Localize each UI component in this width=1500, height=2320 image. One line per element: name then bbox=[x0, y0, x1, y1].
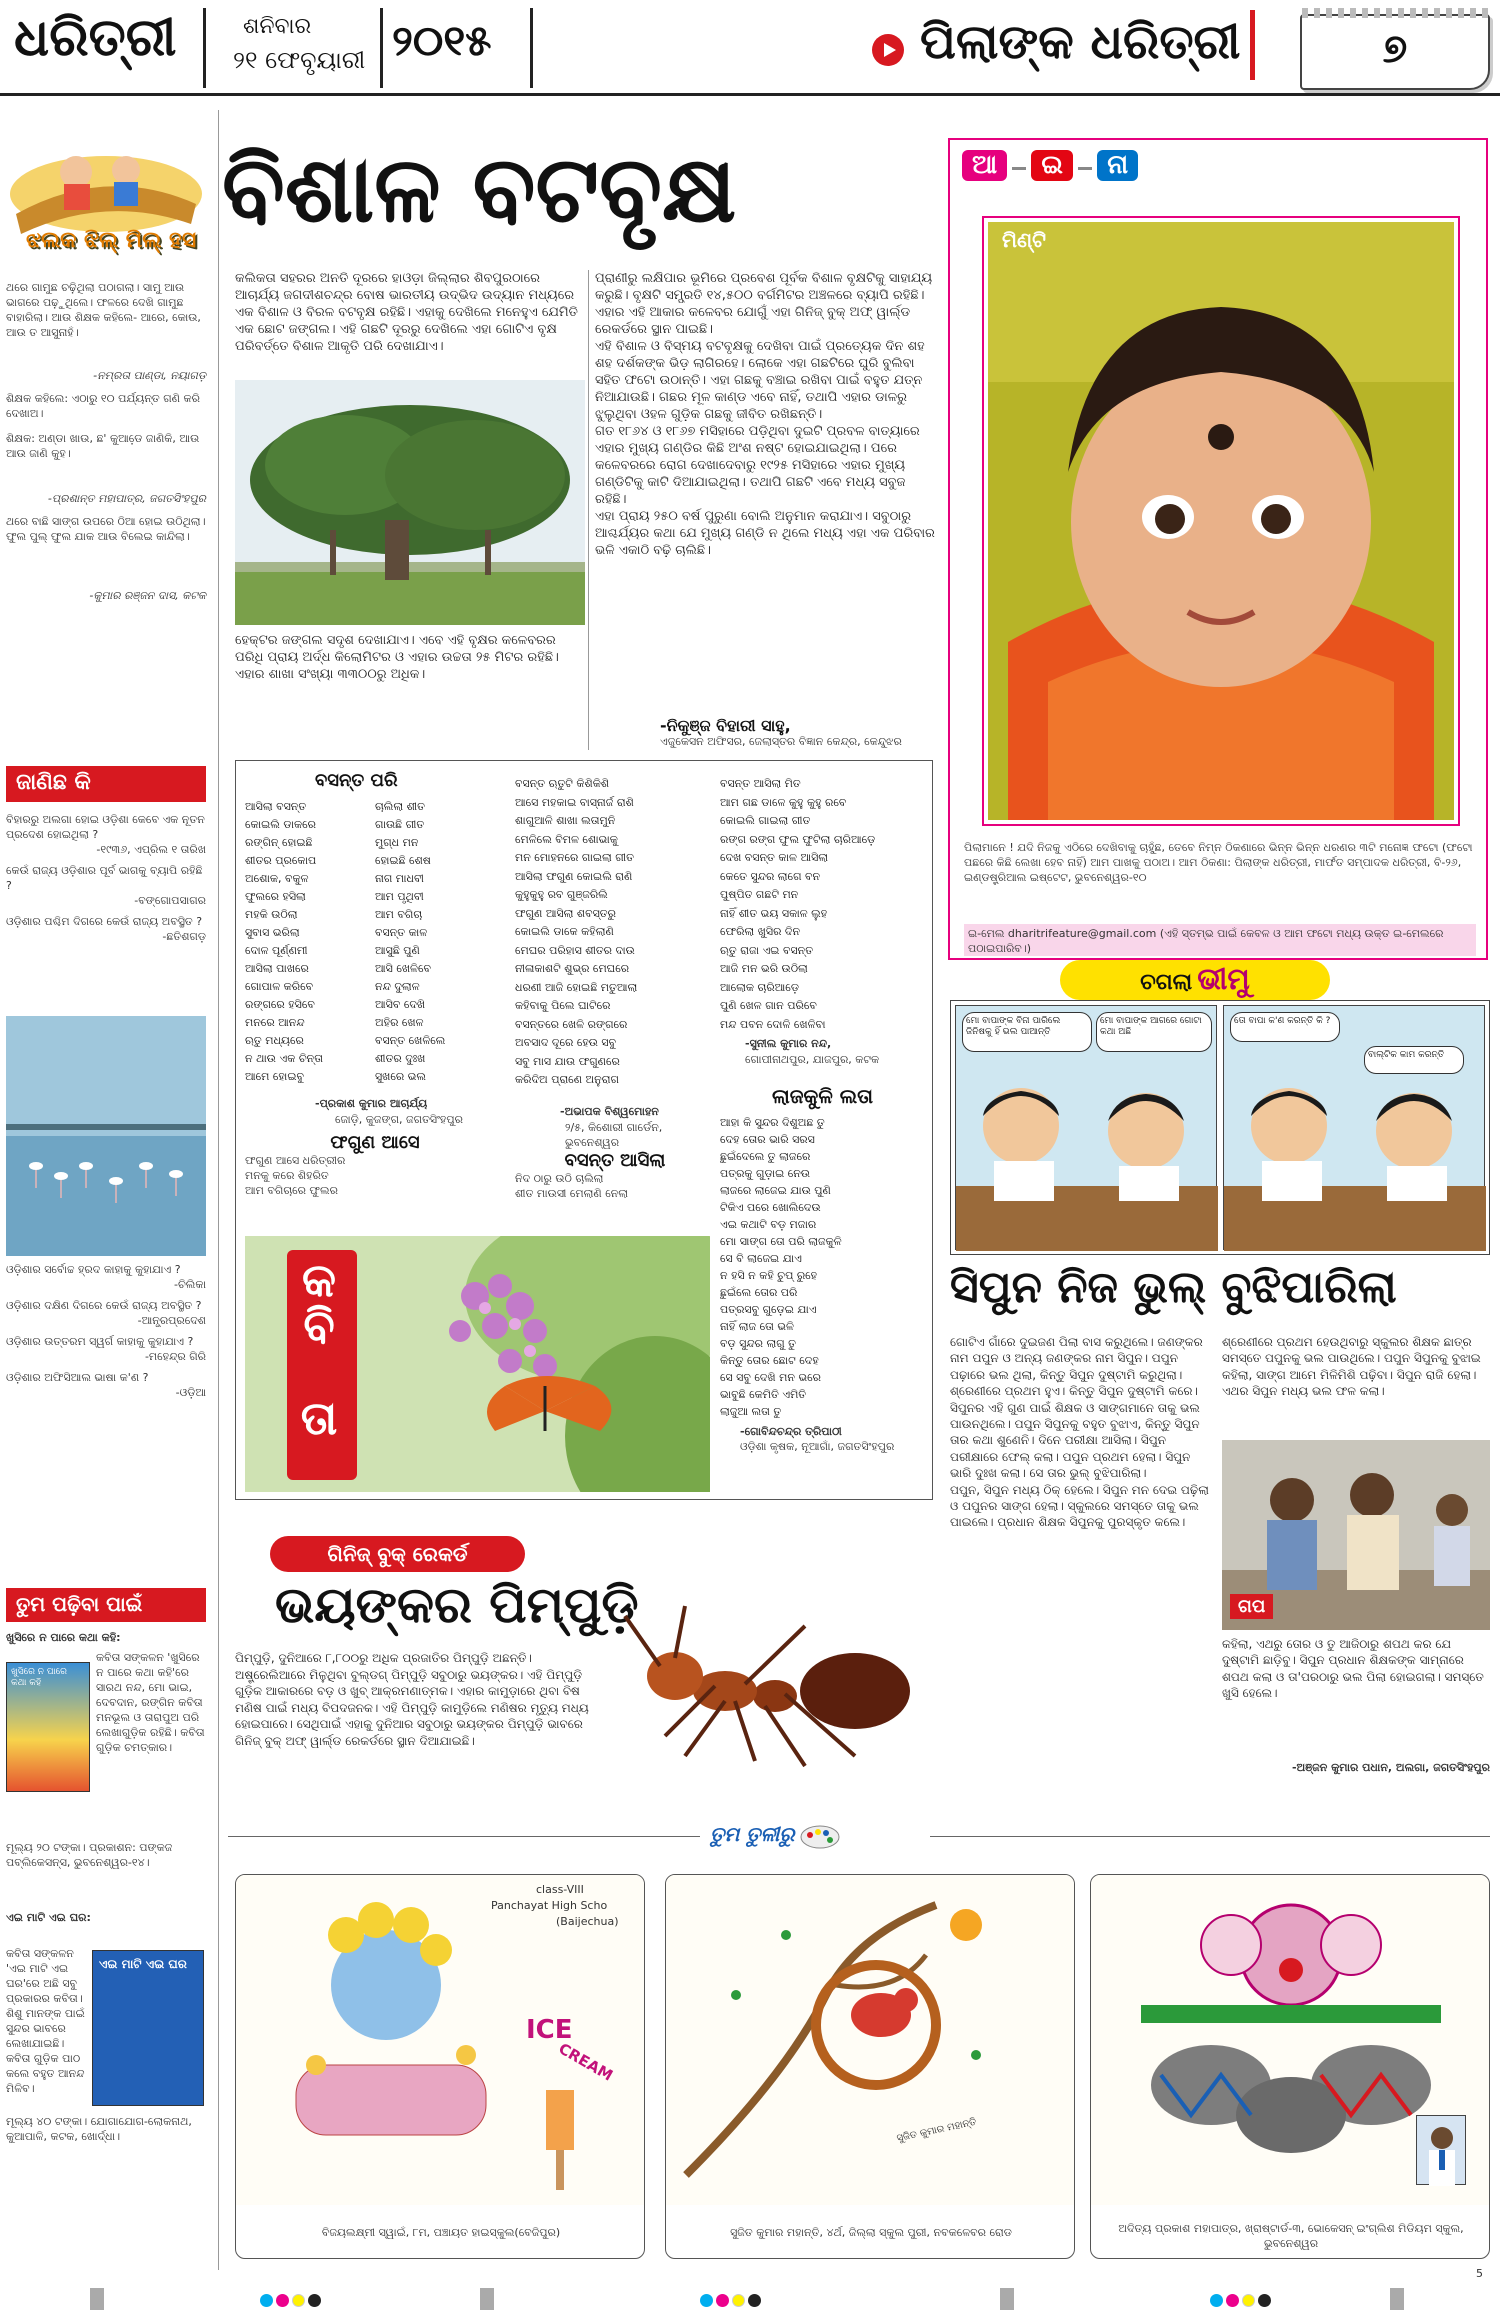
speech-text: ମୋ ବାପାଙ୍କ ବିନା ପାରିଲେ ଜିନିଷକୁ ହିଁ ଭଲ ପାଆନ୍ତି bbox=[966, 1016, 1061, 1037]
poem-line: ଫୁଲରେ ହସିଲା bbox=[245, 890, 306, 903]
poem-line: ମୁଗ୍ଧ ମନ bbox=[375, 836, 419, 849]
poem-line: ସେ ସବୁ ଦେଖି ମନ ଭରେ bbox=[720, 1371, 821, 1384]
joke-3: ଶିକ୍ଷକ: ଅଣ୍ଡା ଖାଉ, ଛ' କୁଆଡେ଼ ଜାଣିକି, ଆଉ ଆଉ ଜାଣି କୁହ। bbox=[6, 432, 200, 460]
poem-line: ଧରଣୀ ଆଜି ହୋଇଛି ମତୁଆଲା bbox=[515, 980, 638, 994]
poem-line: ଆମ ଗଛ ଡାଳେ କୁହୁ କୁହୁ ରବେ bbox=[720, 795, 847, 809]
joke-2: ଶିକ୍ଷକ କହିଲେ: ଏଠାରୁ ୧୦ ପର୍ଯ୍ୟନ୍ତ ଗଣି କରି ଦେଖାଅ। bbox=[6, 392, 200, 420]
lead-col1b: ହେକ୍ଟର ଜଙ୍ଗଲ ସଦୃଶ ଦେଖାଯାଏ। ଏବେ ଏହି ବୃକ୍ଷର କଳେବରର ପରିଧି ପ୍ରାୟ ଅର୍ଦ୍ଧ କିଲୋମିଟର ଓ ଏହାର ଉଚ୍ଚତା ୨୫ ମିଟର ରହିଛି। ଏହାର ଶାଖା ସଂଖ୍ୟା ୩୩୦୦ରୁ ଅଧିକ। bbox=[235, 633, 559, 682]
page-number: ୭ bbox=[1382, 26, 1408, 72]
poem-line: କୋଇଲି ଡାକରେ bbox=[245, 818, 317, 831]
speech-text: ବାଲ୍ଟିକ କାମ କରନ୍ତି bbox=[1368, 1050, 1445, 1060]
aina-label-na: ନା bbox=[1097, 150, 1138, 181]
reading-heading-box bbox=[6, 1588, 206, 1622]
poem-line: ଆଲୋକ ଚାରିଆଡ଼େ bbox=[720, 980, 799, 994]
quiz-answer: -ମହେନ୍ଦ୍ର ଗିରି bbox=[144, 1350, 206, 1363]
child-name: ମିଣ୍ଟି bbox=[1002, 228, 1046, 252]
poem-line: ରଙ୍ଗିନ୍ ହୋଇଛି bbox=[245, 836, 313, 849]
aina-panel bbox=[948, 138, 1488, 960]
child-photo-frame bbox=[982, 216, 1460, 826]
poem-line: କିନ୍ତୁ ତୋର ଛୋଟ ଦେହ bbox=[720, 1354, 819, 1367]
poem-line: ମେଘର ପରିହାସ ଶୀତର ଦାଉ bbox=[515, 943, 635, 957]
drawing-2 bbox=[665, 1874, 1075, 2259]
speech-bubble bbox=[962, 1012, 1092, 1052]
poem-line: ସୁବାସ ଭରିଲା bbox=[245, 926, 300, 939]
lead-col2: ପ୍ରାଣୀରୁ ଲକ୍ଷିପାର ଭୂମିରେ ପ୍ରବେଶ ପୂର୍ବକ ବିଶାଳ ବୃକ୍ଷଟିକୁ ସାହାଯ୍ୟ କରୁଛି। ବୃକ୍ଷଟି ସମ୍ପ୍ରତି ୧୪,୫୦୦ ବର୍ଗମିଟର ଅଞ୍ଚଳରେ ବ୍ୟାପି ରହିଛି। ଏହାର ଏହି ଆକାର କଳେବର ଯୋଗୁଁ ଏହା ଗିନିଜ୍ ବୁକ୍ ଅଫ୍ ୱାର୍ଲ୍ଡ ରେକର୍ଡରେ ସ୍ଥାନ ପାଇଛି। ଏହି ବିଶାଳ ଓ ବିସ୍ମୟ ବଟବୃକ୍ଷକୁ ଦେଖିବା ପାଇଁ ପ୍ରତ୍ୟେକ ଦିନ ଶହ ଶହ ଦର୍ଶକଙ୍କ ଭିଡ଼ ଲାଗିରହେ। ଲୋକେ ଏହା ଗଛଟିରେ ଘୁରି ବୁଲିବା ସହିତ ଫଟୋ ଉଠାନ୍ତି। ଏହା ଗଛକୁ ବଞ୍ଚାଇ ରଖିବା ପାଇଁ ବହୁତ ଯତ୍ନ ନିଆଯାଉଛି। ଗଛର ମୂଳ କାଣ୍ଡ ଏବେ ନାହିଁ, ତଥାପି ଏହାର ଡାଳରୁ ଝୁଲୁଥିବା ଓହଳ ଗୁଡ଼ିକ ଗଛକୁ ଜୀବିତ ରଖିଛନ୍ତି। ଗତ ୧୮୬୪ ଓ ୧୮୬୭ ମସିହାରେ ପଡ଼ିଥିବା ଦୁଇଟି ପ୍ରବଳ ବାତ୍ୟାରେ ଏହାର ମୁଖ୍ୟ ଗଣ୍ଡିର କିଛି ଅଂଶ ନଷ୍ଟ ହୋଇଯାଇଥିଲା। ପରେ କଳେବରରେ ରୋଗ ଦେଖାଦେବାରୁ ୧୯୨୫ ମସିହାରେ ଏହାର ମୁଖ୍ୟ ଗଣ୍ଡିଟିକୁ କାଟି ଦିଆଯାଇଥିଲା। ତଥାପି ଗଛଟି ଏବେ ମଧ୍ୟ ସବୁଜ ରହିଛି। ଏହା ପ୍ରାୟ ୨୫୦ ବର୍ଷ ପୁରୁଣା ବୋଲି ଅନୁମାନ କରାଯାଏ। ସବୁଠାରୁ ଆଶ୍ଚର୍ଯ୍ୟର କଥା ଯେ ମୁଖ୍ୟ ଗଣ୍ଡି ନ ଥିଲେ ମଧ୍ୟ ଏହା ଏକ ପରିବାର ଭଳି ଏକାଠି ବଢ଼ି ଚାଲିଛି। bbox=[595, 271, 935, 558]
quiz-answer: -ଆନ୍ଧ୍ରପ୍ରଦେଶ bbox=[137, 1314, 206, 1327]
comic-panel-2 bbox=[1223, 1005, 1485, 1250]
speech-text: ମୋ ବାପାଙ୍କ ଆଗରେ ଗୋଟା କଥା ଅଛି bbox=[1100, 1016, 1202, 1037]
poem-line: କୁହୁକୁହୁ ରବ ଗୁଞ୍ଜରିଲି bbox=[515, 888, 608, 901]
poem-line: ଗାଉଛି ଗୀତ bbox=[375, 818, 425, 831]
poem-line: ଦେଖ ବସନ୍ତ କାଳ ଆସିଲା bbox=[720, 851, 829, 864]
aina-label-a: ଆ bbox=[962, 150, 1007, 181]
poem-line: ବସନ୍ତ ଖେଳିଲେ bbox=[375, 1034, 446, 1047]
poem-line: ଋତୁ ମଧ୍ୟରେ bbox=[245, 1034, 304, 1047]
drawing-text: (Baijechua) bbox=[556, 1915, 619, 1928]
quiz-block-1 bbox=[6, 812, 206, 1012]
quiz-question: ଓଡ଼ିଶାର ଉତ୍ତରମ ସ୍ୱର୍ଗ କାହାକୁ କୁହାଯାଏ ? bbox=[6, 1335, 194, 1348]
poem-line: ଅବସାଦ ଦୂରେ ହେଉ ସବୁ bbox=[515, 1036, 617, 1049]
book1-price: ମୂଲ୍ୟ ୨୦ ଟଙ୍କା। ପ୍ରକାଶନ: ପଙ୍କଜ ପବ୍ଲିକେସନ୍ସ, ଭୁବନେଶ୍ୱର-୧୪। bbox=[6, 1841, 173, 1869]
poem-line: ପତ୍ରକୁ ଗୁଡ଼ାଇ ନେଉ bbox=[720, 1167, 811, 1180]
poem-line: ଫଗୁଣ ଆସେ ଧରିତ୍ରୀର bbox=[245, 1154, 346, 1167]
lajkuli-author: -ଗୋବିନ୍ଦଚନ୍ଦ୍ର ତ୍ରିପାଠୀ bbox=[740, 1425, 842, 1438]
poem-line: ନାହିଁ ଲାଜ ତୋ ଭଳି bbox=[720, 1320, 794, 1333]
divider bbox=[380, 8, 383, 88]
comic-panel-1 bbox=[955, 1005, 1217, 1250]
poem1-place: ଜୋଡ଼ି, କୁଜଙ୍ଗ, ଜଗତସିଂହପୁର bbox=[335, 1113, 463, 1126]
book2-cover-title: ଏଇ ମାଟି ଏଇ ଘର bbox=[99, 1957, 187, 1971]
speech-bubble bbox=[1230, 1012, 1340, 1042]
joke-4: ଥରେ ବାଛି ସାଙ୍ଗ ଉପରେ ଠିଆ ହୋଇ ଉଠିଥିଲା। ଫୁଲ ପୁଲ୍ ଫୁଲ ଯାକ ଆଉ ବିଲେଇ କାନ୍ଦିଲା। bbox=[6, 515, 206, 543]
masthead bbox=[0, 0, 1500, 96]
joke-credit: -ପ୍ରଶାନ୍ତ ମହାପାତ୍ର, ଜଗତସିଂହପୁର bbox=[47, 492, 206, 505]
poem1-lines-a bbox=[245, 798, 370, 1086]
gray-block bbox=[1390, 2288, 1404, 2310]
basanta-title: ବସନ୍ତ ଆସିଲା bbox=[564, 1150, 666, 1171]
left-column bbox=[0, 110, 212, 2270]
drawing-text: class-VIII bbox=[536, 1883, 584, 1896]
poem-line: ମୋ ସାଙ୍ଗ ତୋ ପରି ଲାଜକୁଳି bbox=[720, 1235, 842, 1248]
poem3-place: ଗୋପୀନାଥପୁର, ଯାଜପୁର, କଟକ bbox=[745, 1053, 880, 1066]
poem-line: ଆମ ବଗିଚା bbox=[375, 908, 423, 921]
poem-line: ସବୁ ମାସ ଯାଉ ଫଗୁଣରେ bbox=[515, 1054, 620, 1068]
poem-line: ଆସିବ ଦେଖି bbox=[375, 998, 426, 1011]
poem-line: ମନ୍ଦ ପବନ ଦୋଳି ଖେଳିବା bbox=[720, 1017, 826, 1031]
poem-line: ଆମ ବଗିଚାରେ ଫୁଲର bbox=[245, 1184, 338, 1197]
poem-line: କରିଦିଅ ପ୍ରାଣେ ଅନୁରାଗ bbox=[515, 1073, 619, 1086]
aina-label-row bbox=[962, 150, 1138, 190]
aina-dash bbox=[1078, 167, 1092, 170]
drawing-3 bbox=[1090, 1874, 1490, 2259]
quiz-answer: -ଓଡ଼ିଆ bbox=[175, 1386, 206, 1399]
poem-line: ଋତୁ ରାଜା ଏଇ ବସନ୍ତ bbox=[720, 943, 814, 957]
poem-line: ନିଦ ଠାରୁ ଉଠି ଚାଲିଲା bbox=[515, 1172, 604, 1185]
poem-line: ମନ ମୋହନରେ ଗାଇଲା ଗୀତ bbox=[515, 851, 634, 864]
quiz-question: ଓଡ଼ିଶାର ପଶ୍ଚିମ ଦିଗରେ କେଉଁ ରାଜ୍ୟ ଅବସ୍ଥିତ ? bbox=[6, 915, 203, 928]
lead-col1: କଲିକତା ସହରର ଅନତି ଦୂରରେ ହାଓଡ଼ା ଜିଲ୍ଲାର ଶିବପୁରଠାରେ ଆଚାର୍ଯ୍ୟ ଜଗଦୀଶଚନ୍ଦ୍ର ବୋଷ ଭାରତୀୟ ଉଦ୍ଭିଦ ଉଦ୍ୟାନ ମଧ୍ୟରେ ଏକ ବିଶାଳ ଓ ବିରଳ ବଟବୃକ୍ଷ ରହିଛି। ଏହାକୁ ଦେଖିଲେ ମନେହୁଏ ଯେମିତି ଏକ ଛୋଟ ଜଙ୍ଗଲ। ଏହି ଗଛଟି ଦୂରରୁ ଦେଖିଲେ ଏହା ଗୋଟିଏ ବୃକ୍ଷ ପରିବର୍ତ୍ତେ ବିଶାଳ ଆକୃତି ପରି ଦେଖାଯାଏ। bbox=[235, 271, 578, 354]
poem-line: ନୀଳାକାଶଟି ଶୁଭ୍ର ମେଘରେ bbox=[515, 962, 630, 975]
comic-title-prefix: ଚଗଲା bbox=[1140, 970, 1193, 995]
poem-line: ମନରେ ଆନନ୍ଦ bbox=[245, 1016, 305, 1029]
masthead-day: ଶନିବାର bbox=[243, 14, 312, 39]
poem-line: ଶାଗୁଆଳି ଶାଖା ଲତାମୁନି bbox=[515, 814, 616, 827]
quiz-question: କେଉଁ ରାଜ୍ୟ ଓଡ଼ିଶାର ପୂର୍ବ ଭାଗକୁ ବ୍ୟାପି ରହିଛି ? bbox=[6, 864, 203, 892]
poem1-lines-b bbox=[375, 798, 500, 1086]
quiz-question: ଓଡ଼ିଶାର ଦକ୍ଷିଣ ଦିଗରେ କେଉଁ ରାଜ୍ୟ ଅବସ୍ଥିତ ? bbox=[6, 1299, 202, 1312]
poem3 bbox=[720, 775, 925, 1055]
falgun-title: ଫଗୁଣ ଆସେ bbox=[330, 1132, 420, 1153]
poem-line: ବସନ୍ତ ଆସିଲା ମିତ bbox=[720, 777, 801, 790]
poem-line: ଆହା କି ସୁନ୍ଦର ଦିଶୁଅଛ ତୁ bbox=[720, 1116, 825, 1129]
drawing-1 bbox=[235, 1874, 645, 2259]
poem-line: ରଙ୍ଗରେ ହସିବେ bbox=[245, 998, 315, 1011]
poem-line: ଏଇ କଥାଟି ବଡ଼ ମଜାର bbox=[720, 1218, 817, 1231]
drawing-signature: ସୁଜିତ କୁମାର ମହାନ୍ତି bbox=[895, 2116, 978, 2145]
divider bbox=[203, 8, 206, 88]
column-divider bbox=[588, 270, 589, 750]
poem-line: ଆସିଲା ଫଗୁଣ କୋଇଲି ରାଣି bbox=[515, 869, 633, 883]
poem-line: ଦେହ ତୋର ଭାରି ସରସ bbox=[720, 1133, 815, 1146]
poem-line: ପତ୍ରସବୁ ଗୁଡ଼େଇ ଯାଏ bbox=[720, 1303, 817, 1316]
paint-palette-icon bbox=[800, 1825, 840, 1849]
book1-cover bbox=[6, 1662, 90, 1792]
book2-text-a: କବିତା ସଙ୍କଳନ 'ଏଇ ମାଟି ଏଇ ଘର'ରେ ଅଛି ସବୁ ପ୍ରକାରର କବିତା। ଶିଶୁ ମାନଙ୍କ ପାଇଁ ସୁନ୍ଦର ଭାବରେ ଲେଖାଯାଇଛି। କବିତା ଗୁଡ଼ିକ ପାଠ କଲେ ବହୁତ ଆନନ୍ଦ ମିଳିବ। bbox=[6, 1947, 85, 2095]
lead-byline: -ନିକୁଞ୍ଜ ବିହାରୀ ସାହୁ, bbox=[660, 716, 791, 735]
comic-title-name: ଭୀମୁ bbox=[1197, 962, 1250, 997]
poem-line: ବଡ଼ ସୁନ୍ଦର ଲାଗୁ ତୁ bbox=[720, 1337, 797, 1350]
page-number-tab bbox=[1300, 14, 1490, 90]
joke-1: ଥରେ ଗାମୁଛ ଚଢ଼ିଥିଲା ପଠାଗଲା। ସାମୁ ଆଉ ଭାଗରେ ପଢ଼ୁଥିଲେ। ଫଳରେ ଦେଖି ଗାମୁଛ ବାହାରିଲା। ଆଉ ଶିକ୍ଷକ କହିଲେ- ଆରେ, କୋଉ, ଆଉ ତ ଆସୁନାହଁ। bbox=[6, 281, 201, 339]
poem-line: କେତେ ସୁନ୍ଦର ଲାଗେ ବନ bbox=[720, 869, 821, 883]
jokes-logo bbox=[6, 124, 206, 264]
poem1-author: -ପ୍ରକାଶ କୁମାର ଆଚାର୍ଯ୍ୟ bbox=[315, 1097, 428, 1110]
poem2-place: ୨/୫, କିଶୋରୀ ଗାର୍ଡେନ, ଭୁବନେଶ୍ୱର bbox=[565, 1121, 663, 1149]
kavita-badge-text: କବିତା bbox=[295, 1260, 349, 1444]
speech-text: ତୋ ବାପା କ'ଣ କରନ୍ତି କି ? bbox=[1234, 1016, 1331, 1026]
lead-headline: ବିଶାଳ ବଟବୃକ୍ଷ bbox=[222, 136, 737, 243]
poem-line: ଆଜି ମନ ଭରି ଉଠିଲା bbox=[720, 962, 808, 975]
poem-line: ଆସୁଛି ପୁଣି bbox=[375, 944, 420, 957]
poem-line: ଫେରିଲା ଖୁସିର ଦିନ bbox=[720, 925, 801, 938]
quiz-answer: -ଚିଲିକା bbox=[174, 1278, 206, 1291]
aina-email: ଇ-ମେଲ dharitrifeature@gmail.com (ଏହି ସ୍ତମ୍ଭ ପାଇଁ କେବଳ ଓ ଆମ ଫଟୋ ମଧ୍ୟ ଉକ୍ତ ଇ-ମେଲରେ ପଠାଇପାରିବ।) bbox=[964, 924, 1476, 956]
poem-line: ଅଶୋକ, ବକୁଳ bbox=[245, 872, 309, 885]
masthead-logo: ଧରିତ୍ରୀ bbox=[14, 8, 177, 68]
reading-heading: ତୁମ ପଢ଼ିବା ପାଇଁ bbox=[16, 1592, 143, 1616]
kavita-badge bbox=[287, 1250, 357, 1480]
quiz-question: ଓଡ଼ିଶାର ଅଫିସିଆଲ ଭାଷା କ'ଣ ? bbox=[6, 1371, 149, 1384]
poem-line: କହିବାକୁ ପିଲେ ଘାଟିରେ bbox=[515, 999, 611, 1012]
guinness-banner-text: ଗିନିଜ୍ ବୁକ୍ ରେକର୍ଡ bbox=[327, 1542, 468, 1566]
poem1 bbox=[245, 770, 505, 1160]
masthead-year: ୨୦୧୫ bbox=[392, 16, 492, 65]
lajkuli-place: ଓଡ଼ିଶା କୃଷକ, ନୂଆଗାଁ, ଜଗତସିଂହପୁର bbox=[740, 1440, 895, 1453]
play-icon bbox=[872, 34, 904, 66]
artist-photo bbox=[1416, 2115, 1466, 2185]
story-headline: ସିପୁନ ନିଜ ଭୁଲ୍ ବୁଝିପାରିଲା bbox=[950, 1262, 1397, 1313]
gallery-heading-text: ତୁମ ତୁଳୀରୁ bbox=[710, 1822, 795, 1846]
gray-block bbox=[1000, 2288, 1014, 2310]
quiz-answer: -୧୯୩୬, ଏପ୍ରିଲ ୧ ତାରିଖ bbox=[96, 843, 206, 856]
poem-line: ଆସେ ମହକାଇ ବାସ୍ନାର୍ଜ ରାଶି bbox=[515, 795, 634, 809]
book1-title: ଖୁସିରେ ନ ପାରେ କଥା କହି: bbox=[6, 1631, 121, 1644]
book2-price: ମୂଲ୍ୟ ୪୦ ଟଙ୍କା। ଯୋଗାଯୋଗ-ଲୋକନାଥ, କୁଆପାଳି, କଟକ, ଖୋର୍ଦ୍ଧା। bbox=[6, 2115, 192, 2143]
basanta-poem bbox=[515, 1150, 715, 1220]
poem-line: ନ ଥାଉ ଏକ ଚିନ୍ତା bbox=[245, 1052, 323, 1065]
poem2 bbox=[515, 775, 710, 1135]
quiz-question: ଓଡ଼ିଶାର ସର୍ବୋଚ୍ଚ ହ୍ରଦ କାହାକୁ କୁହାଯାଏ ? bbox=[6, 1263, 181, 1276]
guinness-headline: ଭୟଙ୍କର ପିମ୍ପୁଡ଼ି bbox=[275, 1576, 639, 1634]
poem3-author: -ସୁନୀଲ କୁମାର ନନ୍ଦ, bbox=[745, 1037, 832, 1050]
poem-line: ଆମ ପୃଥିବୀ bbox=[375, 890, 424, 903]
joke-credit: -କୁମାର ରଞ୍ଜନ ଦାସ, କଟକ bbox=[89, 589, 206, 602]
know-heading-box bbox=[6, 766, 206, 802]
comic-strip bbox=[950, 1000, 1490, 1255]
poem-line: ଗୋପାଳ କରିବେ bbox=[245, 980, 314, 993]
poem-line: ଛୁଇଁଦେଲେ ତୁ ଲାଜରେ bbox=[720, 1150, 811, 1163]
story-photo-label: ଗପ bbox=[1230, 1594, 1273, 1619]
cmyk-marks bbox=[700, 2292, 764, 2311]
lajkuli-title: ଲାଜକୁଳି ଲତା bbox=[771, 1084, 874, 1108]
poem-line: ସୁଖରେ ଭଲ bbox=[375, 1070, 426, 1083]
lead-byline-sub: ଏଜୁକେସନ ଅଫିସର, ଜେଲାସ୍ତର ବିଜ୍ଞାନ କେନ୍ଦ୍ର, କେନ୍ଦୁଝର bbox=[660, 735, 902, 748]
story-col1: ଗୋଟିଏ ଗାଁରେ ଦୁଇଜଣ ପିଲା ବାସ କରୁଥିଲେ। ଜଣଙ୍କର ନାମ ପପୁନ ଓ ଅନ୍ୟ ଜଣଙ୍କର ନାମ ସିପୁନ। ପପୁନ ପଢ଼ାରେ ଭଲ ଥିଲା, କିନ୍ତୁ ସିପୁନ ଦୁଷ୍ଟାମି କରୁଥିଲା। ଶ୍ରେଣୀରେ ପ୍ରଥମ ହୁଏ। କିନ୍ତୁ ସିପୁନ ଦୁଷ୍ଟାମି କରେ। ସିପୁନର ଏହି ଗୁଣ ପାଇଁ ଶିକ୍ଷକ ଓ ସାଙ୍ଗମାନେ ତାକୁ ଭଲ ପାଉନଥିଲେ। ପପୁନ ସିପୁନକୁ ବହୁତ ବୁଝାଏ, କିନ୍ତୁ ସିପୁନ ତାର କଥା ଶୁଣେନି। ଦିନେ ପରୀକ୍ଷା ଆସିଲା। ସିପୁନ ପରୀକ୍ଷାରେ ଫେଲ୍ କଲା। ପପୁନ ପ୍ରଥମ ହେଲା। ସିପୁନ ଭାରି ଦୁଃଖ କଲା। ସେ ତାର ଭୁଲ୍ ବୁଝିପାରିଲା। ପପୁନ, ସିପୁନ ମଧ୍ୟ ଠିକ୍ ହେଲେ। ସିପୁନ ମନ ଦେଇ ପଢ଼ିଲା ଓ ପପୁନର ସାଙ୍ଗ ହେଲା। ସ୍କୁଲରେ ସମସ୍ତେ ତାକୁ ଭଲ ପାଇଲେ। ପ୍ରଧାନ ଶିକ୍ଷକ ସିପୁନକୁ ପୁରସ୍କୃତ କଲେ। bbox=[950, 1335, 1209, 1530]
poem2-author: -ଅଭାପକ ବିଶ୍ୱମୋହନ bbox=[560, 1105, 659, 1118]
divider bbox=[1250, 10, 1255, 80]
falgun-poem bbox=[245, 1132, 505, 1232]
section-title: ପିଲାଙ୍କ ଧରିତ୍ରୀ bbox=[920, 14, 1241, 70]
poem-line: ଶୀତର ପ୍ରକୋପ bbox=[245, 854, 317, 867]
poem-line: ସେ ବି ଲାଜେଇ ଯାଏ bbox=[720, 1252, 802, 1265]
poem-line: ଫଗୁଣ ଆସିଲା ଶବସ୍ତରୁ bbox=[515, 906, 616, 920]
poem-line: ବସନ୍ତ ଋତୁଟି କିଶିକିଶି bbox=[515, 777, 610, 790]
poem-line: ଆସି ଖେଳିବେ bbox=[375, 962, 432, 975]
gallery-heading bbox=[700, 1822, 930, 1856]
child-photo bbox=[988, 222, 1454, 820]
poem-line: ରଙ୍ଗ ରଙ୍ଗ ଫୁଲ ଫୁଟିଲା ଚାରିଆଡ଼େ bbox=[720, 832, 876, 846]
poem-line: ନ ହସି ନ କହି ଚୁପ୍ ରୁହେ bbox=[720, 1269, 818, 1282]
comic-title bbox=[1060, 960, 1330, 1000]
joke-credit: -ନମ୍ରତା ପାଣ୍ଡା, ନୟାଗଡ଼ bbox=[93, 369, 206, 382]
story-author: -ଅଞ୍ଜନ କୁମାର ପଧାନ, ଅଲଗା, ଜଗତସିଂହପୁର bbox=[1291, 1761, 1490, 1774]
flower-photo bbox=[245, 1236, 710, 1492]
poem-line: ଶୀତର ଦୁଃଖ bbox=[375, 1052, 426, 1065]
poem-line: ଲାଜୁଆ ଲତା ତୁ bbox=[720, 1405, 782, 1418]
poem-line: ନାହିଁ ଶୀତ ଭୟ ସକାଳ ଲୁହ bbox=[720, 906, 828, 920]
book2-title: ଏଇ ମାଟି ଏଇ ଘର: bbox=[6, 1911, 91, 1924]
drawing-caption: ବିଜୟଲକ୍ଷ୍ମୀ ସ୍ୱାଇଁ, ୮ମ, ପଞ୍ଚାୟତ ହାଇସ୍କୁଲ(ବେଜିପୁର) bbox=[321, 2226, 561, 2239]
poem-line: ଚାଲିଲା ଶୀତ bbox=[375, 800, 426, 813]
story-col2: ଶ୍ରେଣୀରେ ପ୍ରଥମ ହେଉଥିବାରୁ ସ୍କୁଲର ଶିକ୍ଷକ ଛାତ୍ର ସମସ୍ତେ ପପୁନକୁ ଭଲ ପାଉଥିଲେ। ପପୁନ ସିପୁନକୁ ବୁଝାଇ କହିଲା, ସାଙ୍ଗ ଆମେ ମିଳିମିଶି ପଢ଼ିବା। ସିପୁନ ରାଜି ହେଲା। ଏଥର ସିପୁନ ମଧ୍ୟ ଭଲ ଫଳ କଲା। bbox=[1222, 1335, 1481, 1399]
gray-block bbox=[90, 2288, 104, 2310]
drawing-caption: ଅଦିତ୍ୟ ପ୍ରକାଶ ମହାପାତ୍ର, ଖ୍ରାଷ୍ଟାର୍ଡ-୩, ଭୋକେସନ୍ ଇଂଗ୍ଲିଶ ମିଡିୟମ ସ୍କୁଲ, ଭୁବନେଶ୍ୱର bbox=[1118, 2222, 1464, 2250]
cmyk-marks bbox=[1210, 2292, 1274, 2311]
footer-registration-marks bbox=[0, 2284, 1500, 2314]
book1-cover-title: ଖୁସିରେ ନ ପାରେ କଥା କହି bbox=[11, 1667, 67, 1688]
poem-line: ନାଗ ମାଧବୀ bbox=[375, 872, 424, 885]
quiz-question: ବିହାରରୁ ଅଲଗା ହୋଇ ଓଡ଼ିଶା କେବେ ଏକ ନୂତନ ପ୍ରଦେଶ ହୋଇଥିଲା ? bbox=[6, 813, 205, 841]
aina-caption: ପିଲାମାନେ ! ଯଦି ନିଜକୁ ଏଠିରେ ଦେଖିବାକୁ ଚାହୁଁଛ, ତେବେ ନିମ୍ନ ଠିକଣାରେ ଭିନ୍ନ ଭିନ୍ନ ଧରଣର ୩ଟି ମନୋଜ୍ଞ ଫଟୋ (ଫଟୋ ପଛରେ କିଛି ଲେଖା ହେବ ନାହିଁ) ଆମ ପାଖକୁ ପଠାଅ। ଆମ ଠିକଣା: ପିଲାଙ୍କ ଧରିତ୍ରୀ, ମାର୍ଫତ ସମ୍ପାଦକ ଧରିତ୍ରୀ, ବି-୨୬, ଇଣ୍ଡଷ୍ଟ୍ରିଆଲ ଇଷ୍ଟେଟ, ଭୁବନେଶ୍ୱର-୧୦ bbox=[964, 841, 1473, 884]
aina-dash bbox=[1012, 167, 1026, 170]
drawing-text: Panchayat High Scho bbox=[491, 1899, 608, 1912]
poem-line: ବସନ୍ତରେ ଖେଳି ରଙ୍ଗରେ bbox=[515, 1017, 628, 1031]
jokes-list bbox=[6, 280, 206, 660]
poem-line: ଛୁଇଁଲେ ତୋର ପରି bbox=[720, 1286, 798, 1299]
know-heading: ଜାଣିଛ କି bbox=[16, 770, 91, 795]
jokes-title: ଝଲକ ଝିଲ୍ ମିଲ୍ ହସ bbox=[26, 228, 197, 253]
poem-line: କୋଇଲି ଗାଇଲା ଗୀତ bbox=[720, 814, 811, 827]
poem-line: ମନକୁ କରେ ଶିହରିତ bbox=[245, 1169, 329, 1182]
story-photo bbox=[1222, 1440, 1490, 1630]
quiz-answer: -ଛତିଶଗଡ଼ bbox=[162, 930, 206, 943]
column-divider bbox=[218, 110, 219, 2270]
ant-photo bbox=[605, 1586, 925, 1776]
poem-line: ଟିକିଏ ପରେ ଖୋଲିଦେଉ bbox=[720, 1201, 821, 1214]
drawing-text: CREAM bbox=[555, 2039, 616, 2085]
book1-text: କବିତା ସଙ୍କଳନ 'ଖୁସିରେ ନ ପାରେ କଥା କହି'ରେ ସାରଥ ନନ୍ଦ, ମୋ ଭାଇ, ଦେବଦାନ, ରଙ୍ଗିନ କବିତା ମନଭୂଲ ଓ ତାରାପୁଅ ପରି ଲେଖାଗୁଡ଼ିକ ରହିଛି। କବିତା ଗୁଡ଼ିକ ଚମତ୍କାର। bbox=[96, 1651, 205, 1754]
speech-bubble bbox=[1096, 1012, 1212, 1052]
poem-line: ଆମେ ହୋଇବୁ bbox=[245, 1070, 304, 1083]
quiz-answer: -ବଙ୍ଗୋପସାଗର bbox=[134, 894, 206, 907]
poem-line: ଲାଜରେ ଲାଜେଇ ଯାଉ ପୁଣି bbox=[720, 1184, 831, 1197]
lajkuli-poem bbox=[720, 1084, 925, 1494]
poem-line: ଅହିର ଖେଳ bbox=[375, 1016, 424, 1029]
divider bbox=[530, 8, 533, 88]
poem-line: ଆସିଲା ପାଖରେ bbox=[245, 962, 309, 975]
poem-line: ଆସିଲା ବସନ୍ତ bbox=[245, 800, 307, 813]
lajkuli-lines bbox=[720, 1114, 925, 1420]
poem-line: ପୁଷ୍ପିତ ଗଛଟି ମନ bbox=[720, 888, 799, 901]
drawing-text: ICE bbox=[526, 2015, 573, 2045]
guinness-banner bbox=[270, 1536, 525, 1572]
paper-edge bbox=[1302, 8, 1492, 18]
banyan-photo bbox=[235, 380, 585, 625]
poem-line: ମହକି ଉଠିଲା bbox=[245, 908, 298, 921]
quiz-block-2 bbox=[6, 1262, 206, 1552]
poem-line: ଶୀତ ମାଉସୀ ମେଲାଣି ନେଲା bbox=[515, 1187, 629, 1200]
guinness-text: ପିମ୍ପୁଡ଼ି, ଦୁନିଆରେ ୮,୮୦୦ରୁ ଅଧିକ ପ୍ରଜାତିର ପିମ୍ପୁଡ଼ି ଅଛନ୍ତି। ଅଷ୍ଟ୍ରେଲିଆରେ ମିଳୁଥିବା ବୁଲ୍‌ଡଗ୍ ପିମ୍ପୁଡ଼ି ସବୁଠାରୁ ଭୟଙ୍କର। ଏହି ପିମ୍ପୁଡ଼ି ଗୁଡ଼ିକ ଆକାରରେ ବଡ଼ ଓ ଖୁବ୍ ଆକ୍ରମଣାତ୍ମକ। ଏହାର କାମୁଡ଼ାରେ ଥିବା ବିଷ ମଣିଷ ପାଇଁ ମଧ୍ୟ ବିପଦଜନକ। ଏହି ପିମ୍ପୁଡ଼ି କାମୁଡ଼ିଲେ ମଣିଷର ମୃତ୍ୟୁ ମଧ୍ୟ ହୋଇପାରେ। ସେଥିପାଇଁ ଏହାକୁ ଦୁନିଆର ସବୁଠାରୁ ଭୟଙ୍କର ପିମ୍ପୁଡ଼ି ଭାବରେ ଗିନିଜ୍ ବୁକ୍ ଅଫ୍ ୱାର୍ଲ୍ଡ ରେକର୍ଡରେ ସ୍ଥାନ ଦିଆଯାଇଛି। bbox=[235, 1651, 589, 1748]
story-col3: କହିଲା, ଏଥରୁ ତୋର ଓ ତୁ ଆଜିଠାରୁ ଶପଥ କର ଯେ ଦୁଷ୍ଟାମି ଛାଡ଼ିବୁ। ସିପୁନ ପ୍ରଧାନ ଶିକ୍ଷକଙ୍କ ସାମ୍ନାରେ ଶପଥ କଲା ଓ ତା'ପରଠାରୁ ଭଲ ପିଲା ହୋଇଗଲା। ସମସ୍ତେ ଖୁସି ହେଲେ। bbox=[1222, 1637, 1484, 1701]
poem-line: ଭାବୁଛି କେମିତି ଏମିତି bbox=[720, 1388, 807, 1401]
footer-page-num: 5 bbox=[1476, 2267, 1483, 2280]
poem-line: କୋଇଲି ଡାକେ କହିଲାଣି bbox=[515, 925, 614, 938]
poem-line: ହୋଇଛି ଶେଷ bbox=[375, 854, 431, 867]
aina-label-i: ଇ bbox=[1031, 150, 1073, 181]
poem-line: ବସନ୍ତ କାଳ bbox=[375, 926, 428, 939]
poem-line: ଦୋଳ ପୂର୍ଣ୍ଣମୀ bbox=[245, 944, 308, 957]
gray-block bbox=[480, 2288, 494, 2310]
book2-cover bbox=[92, 1950, 204, 2106]
poem-line: ପୁଣି ଖେଳ ଗାନ ପରିବେ bbox=[720, 999, 817, 1012]
poem-line: ନନ୍ଦ ଦୁଲାଳ bbox=[375, 980, 420, 993]
cmyk-marks bbox=[260, 2292, 324, 2311]
masthead-date: ୨୧ ଫେବୃୟାରୀ bbox=[233, 46, 366, 74]
poem1-title: ବସନ୍ତ ପରି bbox=[315, 770, 398, 791]
flamingo-photo bbox=[6, 1016, 206, 1256]
poem-line: ମେଳିଲେ ବିମଳ ଶୋଭାକୁ bbox=[515, 832, 618, 846]
drawing-caption: ସୁଜିତ କୁମାର ମହାନ୍ତି, ୪ର୍ଥ, ଜିଲ୍ଲା ସ୍କୁଲ ପୁରୀ, ନବକଳେବର ରୋଡ bbox=[730, 2226, 1012, 2239]
